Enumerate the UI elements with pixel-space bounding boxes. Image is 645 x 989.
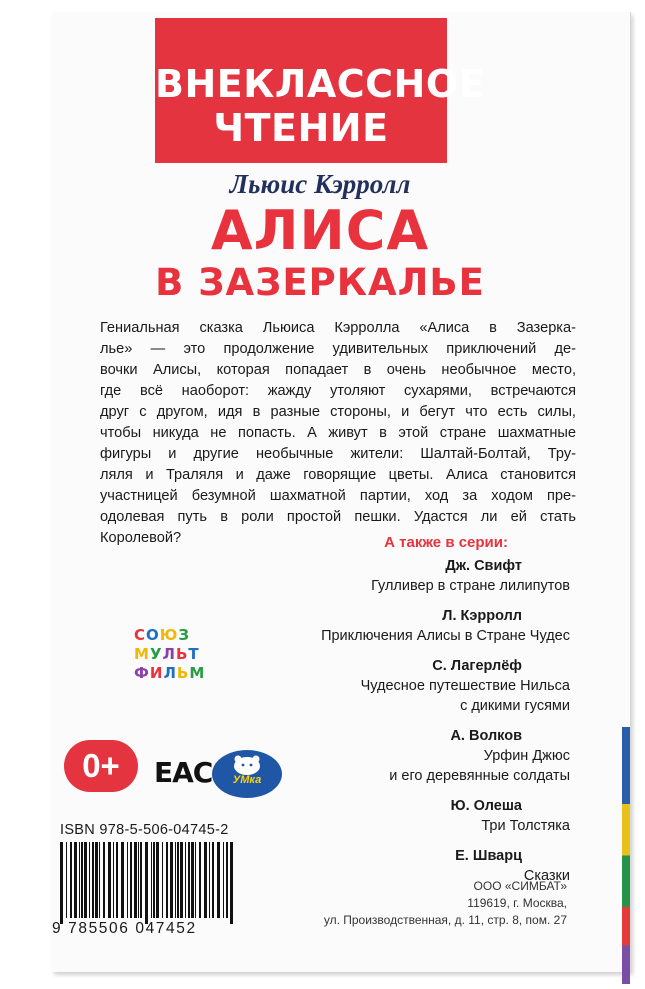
- publisher-logo-text: УМка: [232, 774, 262, 786]
- book-title-line1: АЛИСА: [210, 199, 430, 262]
- barcode: [60, 842, 236, 924]
- description-line: Королевой?: [100, 530, 182, 546]
- description-line: где всё наоборот: жажду утоляют сухарями, встречаются: [100, 383, 576, 399]
- book-description: [100, 318, 576, 549]
- book-title-line2: В ЗАЗЕРКАЛЬЕ: [155, 261, 485, 304]
- series-item-author: Дж. Свифт: [445, 558, 522, 574]
- series-item-title: и его деревянные солдаты: [389, 768, 570, 784]
- series-item-title: Чудесное путешествие Нильса: [360, 678, 570, 694]
- soyuzmultfilm-word: ФИЛЬМ: [134, 664, 206, 682]
- series-item-title: Приключения Алисы в Стране Чудес: [321, 628, 570, 644]
- soyuzmultfilm-logo: [134, 626, 214, 683]
- series-item-author: Ю. Олеша: [450, 798, 522, 814]
- series-banner: [155, 18, 486, 163]
- series-item: [240, 606, 570, 646]
- series-item: [240, 656, 570, 716]
- description-line: лье» — это продолжение удивительных приключений де-: [100, 341, 576, 357]
- series-item: [240, 556, 570, 596]
- series-banner-line: ВНЕКЛАССНОЕ: [155, 62, 486, 106]
- age-rating-badge: 0+: [64, 740, 138, 792]
- series-heading: А также в серии:: [384, 534, 508, 551]
- book-author: Льюис Кэрролл: [229, 169, 411, 199]
- soyuzmultfilm-word: СОЮЗ: [134, 626, 191, 644]
- eac-certification-mark: EAC: [154, 756, 213, 789]
- series-item: [240, 796, 570, 836]
- series-item-author: Е. Шварц: [455, 848, 522, 864]
- description-line: одолевая путь в роли простой пешки. Удастся ли ей стать: [100, 509, 576, 525]
- publisher-line: ул. Производственная, д. 11, стр. 8, пом. 27: [323, 913, 567, 927]
- soyuzmultfilm-word: МУЛЬТ: [134, 645, 200, 663]
- spine-color-strip: [622, 727, 630, 984]
- description-line: вочки Алисы, которая попадает в очень необычное место,: [100, 362, 576, 378]
- series-item-title: Три Толстяка: [481, 818, 570, 834]
- publisher-line: ООО «СИМБАТ»: [473, 879, 567, 893]
- series-item-author: Л. Кэрролл: [442, 608, 522, 624]
- series-item-title: Сказки: [523, 868, 570, 884]
- series-item-author: С. Лагерлёф: [432, 658, 522, 674]
- description-line: фигуры и другие необычные жители: Шалтай-Болтай, Тру-: [100, 446, 576, 462]
- description-line: участницей безумной шахматной партии, ход за ходом пре-: [100, 488, 576, 504]
- series-item-title: с дикими гусями: [460, 698, 570, 714]
- description-line: ляля и Траляля и даже говорящие цветы. Алиса становится: [100, 467, 576, 483]
- series-item-title: Гулливер в стране лилипутов: [371, 578, 570, 594]
- publisher-info: [280, 878, 567, 929]
- description-line: друг с другом, идя в разные стороны, и бегут что есть силы,: [100, 404, 576, 420]
- umka-publisher-logo: [212, 750, 282, 798]
- series-item-title: Урфин Джюс: [483, 748, 570, 764]
- publisher-line: 119619, г. Москва,: [467, 896, 567, 910]
- series-banner-line: ЧТЕНИЕ: [213, 106, 389, 150]
- isbn-text: ISBN 978-5-506-04745-2: [60, 822, 229, 838]
- series-item: [240, 726, 570, 786]
- series-list: [240, 556, 570, 896]
- description-line: чтобы никуда не попасть. А живут в этой стране шахматные: [100, 425, 576, 441]
- series-item-author: А. Волков: [450, 728, 522, 744]
- barcode-digits: 9 785506 047452: [52, 920, 197, 937]
- description-line: Гениальная сказка Льюиса Кэрролла «Алиса в Зазерка-: [100, 320, 576, 336]
